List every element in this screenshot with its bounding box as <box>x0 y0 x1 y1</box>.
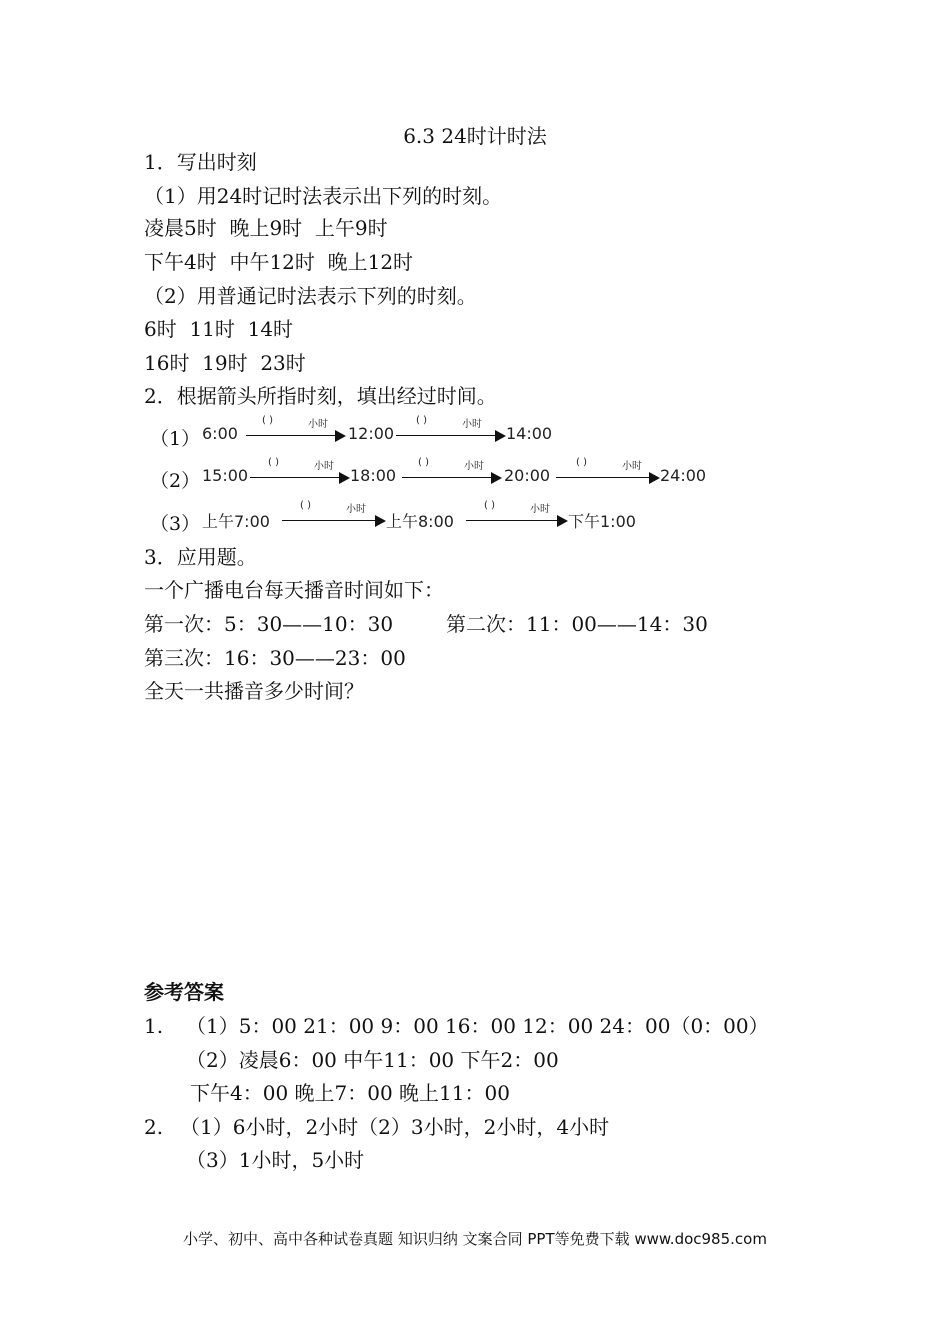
q2-heading: 2．根据箭头所指时刻，填出经过时间。 <box>144 384 497 408</box>
timeline-label: （1） <box>150 428 201 450</box>
q3-second-broadcast: 第二次：11：00——14：30 <box>446 612 708 636</box>
arrow-segment: ( ) 小时 <box>396 421 506 451</box>
arrow-head-icon <box>335 430 346 442</box>
arrow-segment: ( ) 小时 <box>466 506 568 536</box>
answer-1-line3: 下午4：00 晚上7：00 晚上11：00 <box>190 1081 510 1105</box>
answer-1-line1: （1）5：00 21：00 9：00 16：00 12：00 24：00（0：00） <box>186 1014 769 1038</box>
q3-third-broadcast: 第三次：16：30——23：00 <box>144 646 406 670</box>
arrow-segment: ( ) 小时 <box>250 463 350 493</box>
arrow-head-icon <box>649 472 660 484</box>
arrow-segment: ( ) 小时 <box>246 421 346 451</box>
timeline-time: 15:00 <box>202 466 249 485</box>
timeline-label: （2） <box>150 470 201 492</box>
arrow-head-icon <box>557 515 568 527</box>
timeline-time: 18:00 <box>350 466 397 485</box>
timeline-time: 6:00 <box>202 424 238 443</box>
arrow-head-icon <box>495 430 506 442</box>
timeline-time: 24:00 <box>660 466 707 485</box>
q3-first-broadcast: 第一次：5：30——10：30 <box>144 612 394 636</box>
q1-part2: （2）用普通记时法表示下列的时刻。 <box>144 284 477 308</box>
arrow-head-icon <box>339 472 350 484</box>
timeline-label: （3） <box>150 513 201 535</box>
timeline-time: 上午8:00 <box>386 512 454 531</box>
q1-part1: （1）用24时记时法表示出下列的时刻。 <box>144 184 503 208</box>
q3-question: 全天一共播音多少时间？ <box>144 679 364 703</box>
arrow-segment: ( ) 小时 <box>402 463 502 493</box>
answer-1-number: 1. <box>144 1014 164 1038</box>
q3-heading: 3．应用题。 <box>144 545 257 569</box>
q1-row4: 16时 19时 23时 <box>144 351 306 375</box>
q1-heading: 1．写出时刻 <box>144 150 257 174</box>
arrow-head-icon <box>491 472 502 484</box>
page-title: 6.3 24时计时法 <box>403 124 547 148</box>
answer-1-line2: （2）凌晨6：00 中午11：00 下午2：00 <box>186 1048 559 1072</box>
q1-row1: 凌晨5时 晚上9时 上午9时 <box>144 216 388 240</box>
timeline-time: 上午7:00 <box>202 512 270 531</box>
timeline-time: 下午1:00 <box>568 512 636 531</box>
timeline-time: 20:00 <box>504 466 551 485</box>
answer-2-line1: （1）6小时，2小时（2）3小时，2小时，4小时 <box>180 1115 610 1139</box>
footer-watermark: 小学、初中、高中各种试卷真题 知识归纳 文案合同 PPT等免费下载 www.doc985.com <box>183 1230 767 1248</box>
answer-2-number: 2. <box>144 1115 164 1139</box>
answers-heading: 参考答案 <box>144 980 224 1004</box>
q1-row3: 6时 11时 14时 <box>144 317 294 341</box>
q3-intro: 一个广播电台每天播音时间如下： <box>144 578 444 602</box>
arrow-segment: ( ) 小时 <box>282 506 386 536</box>
arrow-segment: ( ) 小时 <box>556 463 660 493</box>
timeline-time: 12:00 <box>348 424 395 443</box>
q1-row2: 下午4时 中午12时 晚上12时 <box>144 250 414 274</box>
arrow-head-icon <box>375 515 386 527</box>
answer-2-line2: （3）1小时，5小时 <box>186 1148 365 1172</box>
timeline-time: 14:00 <box>506 424 553 443</box>
